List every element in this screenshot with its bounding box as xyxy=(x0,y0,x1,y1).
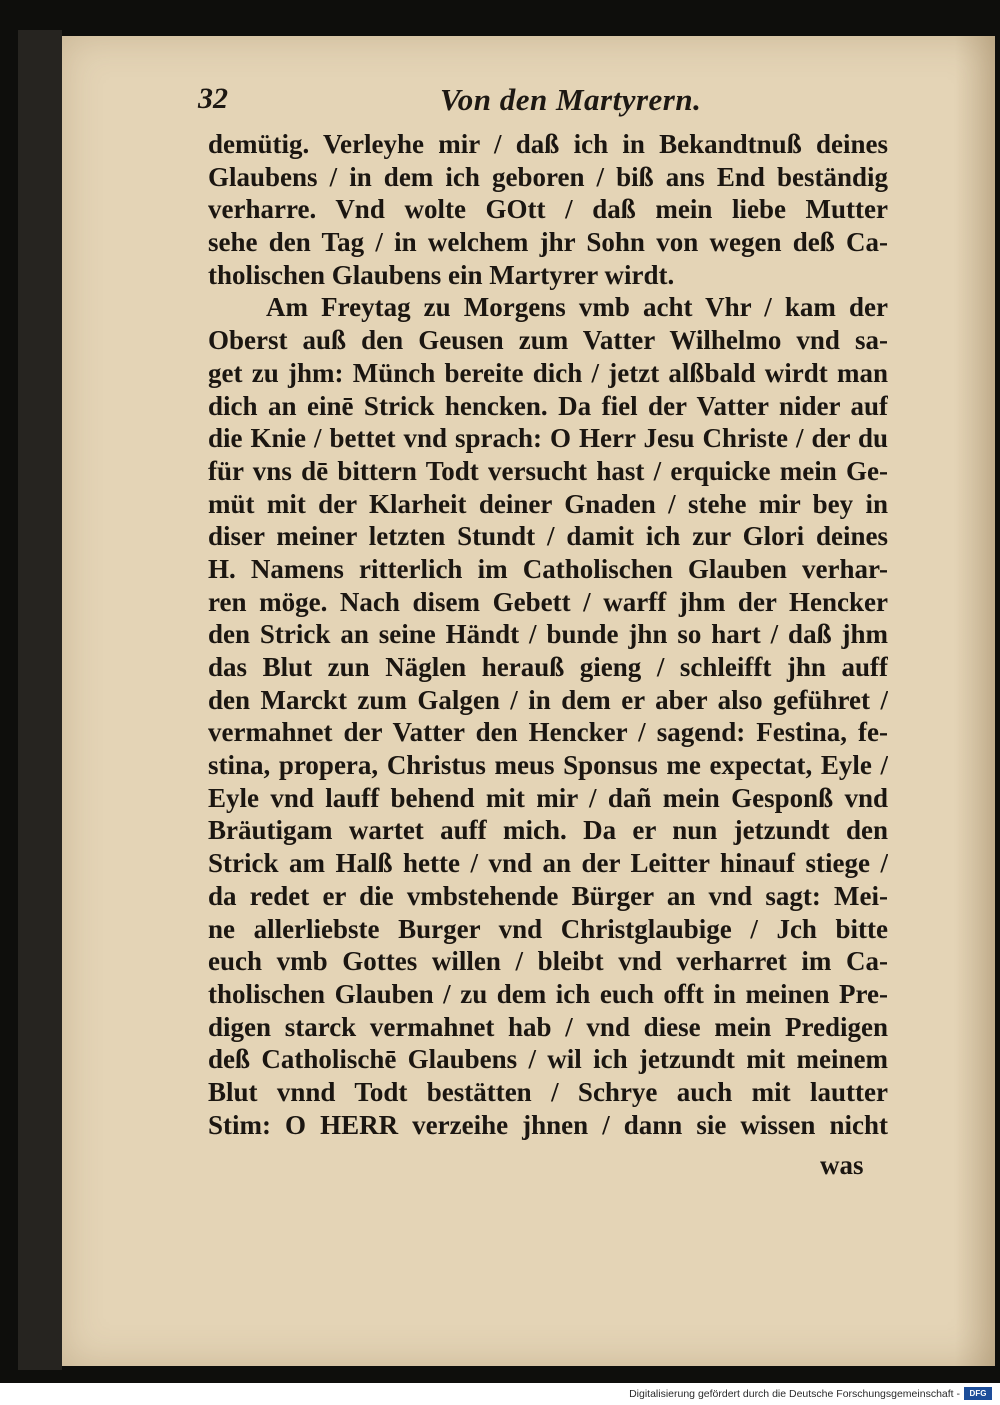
text-line: Stim: O HERR verzeihe jhnen / dann sie wissen nicht xyxy=(208,1109,888,1140)
text-line: da redet er die vmbstehende Bürger an vnd sagt: Mei- xyxy=(208,880,888,911)
text-line: den Marckt zum Galgen / in dem er aber also geführet / xyxy=(208,684,888,715)
text-line: Glaubens / in dem ich geboren / biß ans End beständig xyxy=(208,161,888,192)
body-text xyxy=(208,128,888,1141)
dfg-logo-icon: DFG xyxy=(964,1387,992,1400)
text-line: deß Catholischē Glaubens / wil ich jetzundt mit meinem xyxy=(208,1044,888,1075)
text-line: get zu jhm: Münch bereite dich / jetzt alßbald wirdt man xyxy=(208,357,888,388)
text-line: H. Namens ritterlich im Catholischen Glauben verhar- xyxy=(208,553,888,584)
text-line: Blut vnnd Todt bestätten / Schrye auch mit lautter xyxy=(208,1076,888,1107)
text-line: digen starck vermahnet hab / vnd diese mein Predigen xyxy=(208,1011,888,1042)
text-line: müt mit der Klarheit deiner Gnaden / stehe mir bey in xyxy=(208,488,888,519)
text-line: vermahnet der Vatter den Hencker / sagend: Festina, fe- xyxy=(208,717,888,748)
catchword: was xyxy=(820,1150,864,1180)
text-line: Bräutigam wartet auff mich. Da er nun jetzundt den xyxy=(208,815,888,846)
text-line: für vns dē bittern Todt versucht hast / erquicke mein Ge- xyxy=(208,455,888,486)
footer-bar xyxy=(0,1383,1000,1405)
text-line: demütig. Verleyhe mir / daß ich in Bekandtnuß deines xyxy=(208,129,888,159)
text-line: verharre. Vnd wolte GOtt / daß mein liebe Mutter xyxy=(208,194,888,225)
text-line: ren möge. Nach disem Gebett / warff jhm der Hencker xyxy=(208,586,888,617)
text-line: Strick am Halß hette / vnd an der Leitter hinauf stiege / xyxy=(208,848,888,879)
text-line: den Strick an seine Händt / bunde jhn so hart / daß jhm xyxy=(208,619,888,650)
text-line: das Blut zun Näglen herauß gieng / schleifft jhn auff xyxy=(208,652,888,682)
text-line: Oberst auß den Geusen zum Vatter Wilhelmo vnd sa- xyxy=(208,325,888,356)
text-line: euch vmb Gottes willen / bleibt vnd verharret im Ca- xyxy=(208,946,888,977)
text-line: Eyle vnd lauff behend mit mir / dañ mein Gesponß vnd xyxy=(208,782,888,813)
text-line: die Knie / bettet vnd sprach: O Herr Jesu Christe / der du xyxy=(208,423,888,454)
text-line: tholischen Glauben / zu dem ich euch offt in meinen Pre- xyxy=(208,978,888,1009)
page-edge-shadow xyxy=(955,36,995,1366)
running-title: Von den Martyrern. xyxy=(440,82,702,117)
page-number: 32 xyxy=(198,82,228,115)
text-line: stina, propera, Christus meus Sponsus me expectat, Eyle / xyxy=(208,750,888,781)
text-line: diser meiner letzten Stundt / damit ich zur Glori deines xyxy=(208,521,888,552)
text-line: ne allerliebste Burger vnd Christglaubige / Jch bitte xyxy=(208,913,888,944)
text-line: tholischen Glaubens ein Martyrer wirdt. xyxy=(208,259,675,290)
book-spine-edge xyxy=(18,30,62,1370)
funding-notice: Digitalisierung gefördert durch die Deutsche Forschungsgemeinschaft - xyxy=(629,1388,960,1400)
text-line: dich an einē Strick hencken. Da fiel der Vatter nider auf xyxy=(208,390,888,421)
text-line: sehe den Tag / in welchem jhr Sohn von wegen deß Ca- xyxy=(208,227,888,258)
running-header xyxy=(198,82,878,122)
paragraph-start-line: Am Freytag zu Morgens vmb acht Vhr / kam der xyxy=(266,292,888,323)
